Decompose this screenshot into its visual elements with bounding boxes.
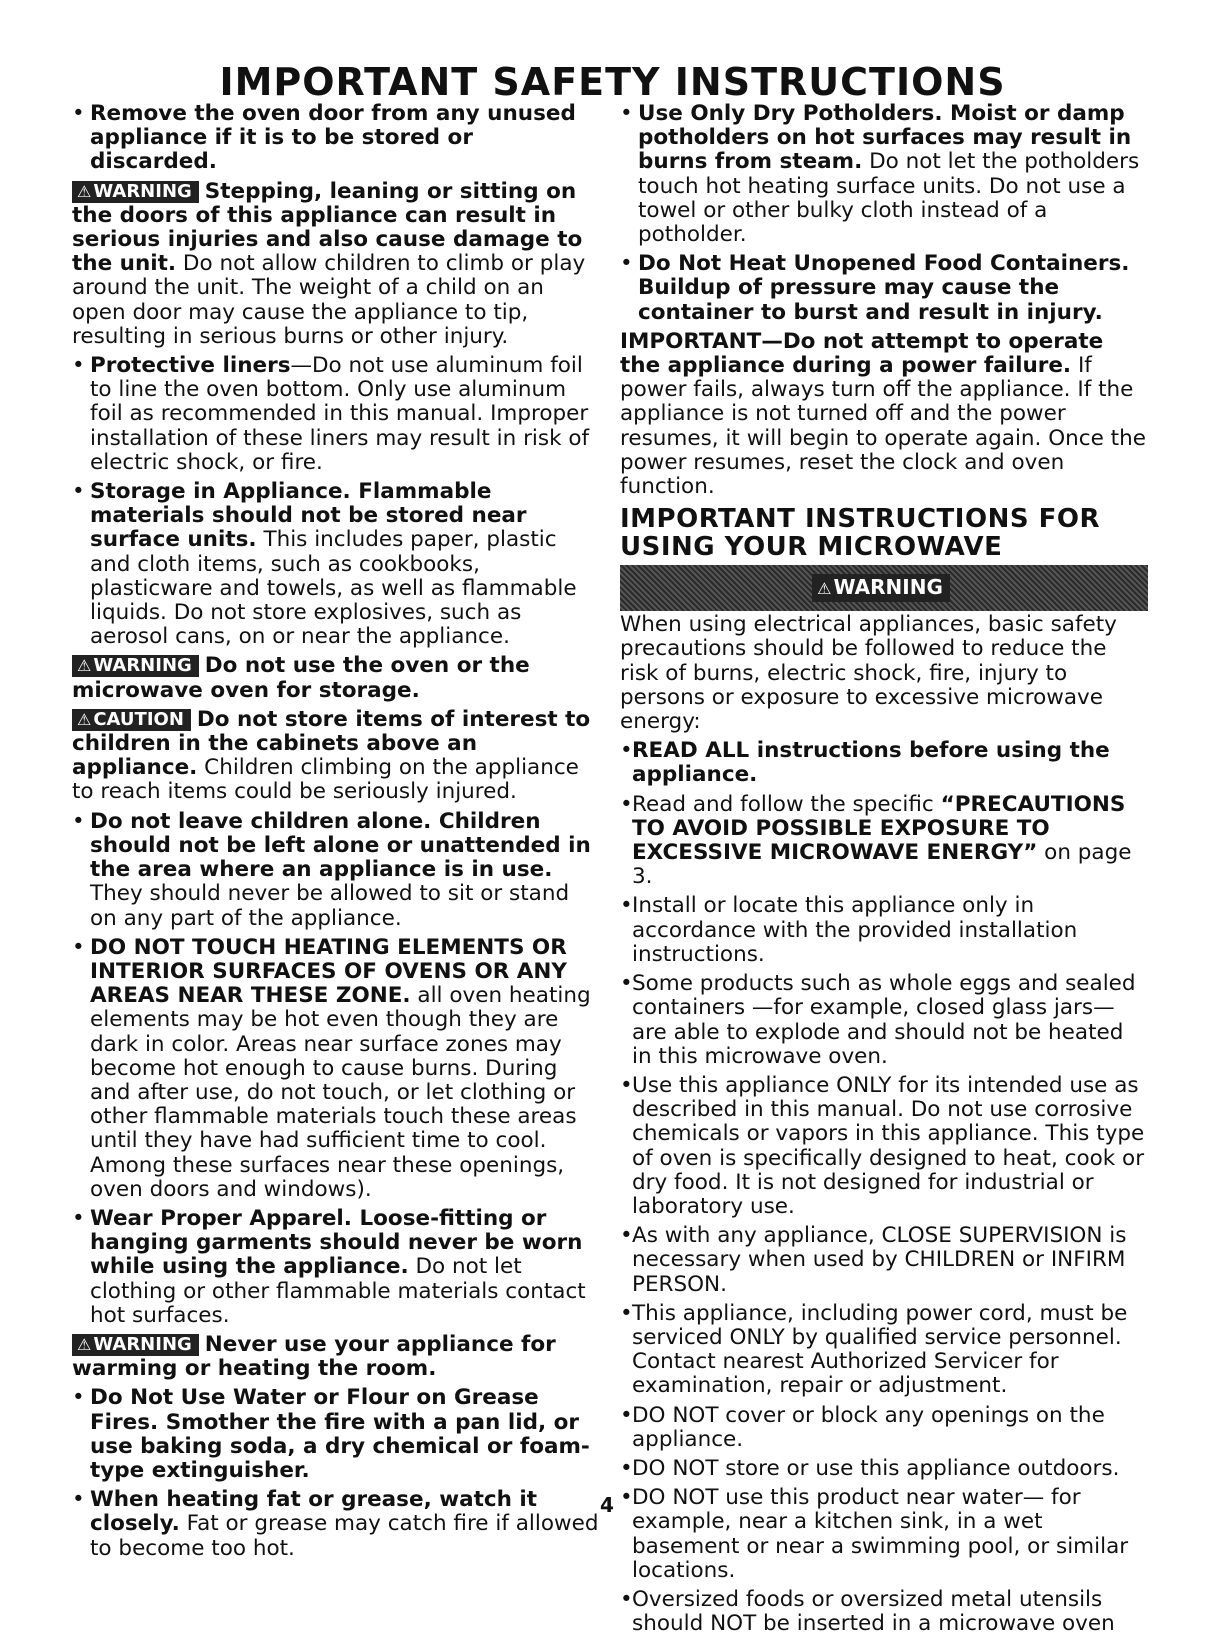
list-item [72,810,600,931]
item-text: Children climbing on the appliance to reach items could be seriously injured. [72,755,579,805]
item-text: Do not let clothing or other flammable materials contact hot surfaces. [90,1254,586,1328]
list-item [620,252,1148,325]
item-bold: Do not use the oven or the microwave oven for storage. [72,653,530,703]
warning-badge: ⚠ WARNING [72,1334,199,1356]
item-bold: Do Not Heat Unopened Food Containers. Buildup of pressure may cause the container to burst and result in injury. [638,251,1130,325]
item-text: all oven heating elements may be hot even though they are dark in color. Areas near surface zones may become hot enough to cause burns. During and after use, do not touch, or let clothing or other flammable materials touch these areas until they have had sufficient time to cool. Among these surfaces near these openings, oven doors and windows). [90,983,591,1202]
caution-badge: ⚠ CAUTION [72,709,191,731]
item-bold: Do not leave children alone. Children should not be left alone or unattended in the area where an appliance is in use. [90,808,591,883]
list-item: • DO NOT store or use this appliance outdoors. [620,1457,1148,1481]
warning-banner [620,565,1148,611]
item-bold: Protective liners [90,353,291,379]
left-column [72,102,600,1566]
item-bold: Never use your appliance for warming or heating the room. [72,1331,556,1382]
intro-paragraph: When using electrical appliances, basic safety precautions should be followed to reduce the risk of burns, electric shock, fire, injury to persons or exposure to excessive microwave energy: [620,612,1117,735]
list-item [72,102,600,175]
item-text: They should never be allowed to sit or stand on any part of the appliance. [90,881,570,931]
item-bold: IMPORTANT—Do not attempt to operate the appliance during a power failure. [620,328,1104,379]
item-bold: Storage in Appliance. Flammable materials should not be stored near surface units. [90,479,527,553]
warning-badge: ⚠ WARNING [72,181,199,203]
item-bold: Stepping, leaning or sitting on the doors of this appliance can result in serious injuries and also cause damage to the unit. [72,178,583,277]
list-item: • Use this appliance ONLY for its intended use as described in this manual. Do not use corrosive chemicals or vapors in this appliance. This type of oven is specifically designed to heat, cook or dry food. It is not designed for industrial or laboratory use. [620,1074,1148,1219]
item-bold: READ ALL instructions before using the appliance. [632,738,1110,788]
item-text: This includes paper, plastic and cloth items, such as cookbooks, plasticware and towels, as well as flammable liquids. Do not store explosives, such as aerosol cans, on or near the appliance. [90,527,577,650]
warning-paragraph [72,1333,600,1381]
item-text: Do not allow children to climb or play around the unit. The weight of a child on an open door may cause the appliance to tip, resulting in serious burns or other injury. [72,251,586,349]
warning-paragraph [72,654,600,702]
warning-icon: ⚠ [77,181,92,201]
list-item [620,739,1148,787]
caution-icon: ⚠ [77,709,92,729]
list-item [620,793,1148,890]
list-item [72,354,600,475]
warning-badge: ⚠ WARNING [72,655,199,677]
item-bold: When heating fat or grease, watch it closely. [90,1487,538,1537]
list-item: • This appliance, including power cord, must be serviced ONLY by qualified service personnel. Contact nearest Authorized Servicer for examination, repair or adjustment. [620,1302,1148,1399]
list-item [72,936,600,1202]
warning-paragraph [72,180,600,349]
caution-paragraph [72,708,600,805]
page-number: 4 [600,1493,614,1517]
item-bold: DO NOT TOUCH HEATING ELEMENTS OR INTERIOR SURFACES OF OVENS OR ANY AREAS NEAR THESE ZONE. [90,934,567,1009]
list-item [72,480,600,649]
list-item: • As with any appliance, CLOSE SUPERVISION is necessary when used by CHILDREN or INFIRM PERSON. [620,1224,1148,1297]
list-item [72,1488,600,1561]
item-bold: Use Only Dry Potholders. Moist or damp potholders on hot surfaces may result in burns from steam. [638,101,1132,175]
power-failure-paragraph [620,330,1148,499]
page-title: IMPORTANT SAFETY INSTRUCTIONS [219,60,1006,104]
list-item: • Oversized foods or oversized metal utensils should NOT be inserted in a microwave oven [620,1588,1148,1636]
warning-icon: ⚠ [817,579,832,599]
item-text: If power fails, always turn off the appliance. If the appliance is not turned off and the power resumes, it will begin to operate again. Once the power resumes, reset the clock and oven function. [620,353,1146,500]
list-item [72,1386,600,1483]
item-text: Read and follow the specific [632,791,941,817]
item-text: Do not let the potholders touch hot heating surface units. Do not use a towel or other bulky cloth instead of a potholder. [638,149,1140,248]
warning-icon: ⚠ [77,1334,92,1354]
item-bold: Do not store items of interest to children in the cabinets above an appliance. [72,706,591,781]
item-bold: “PRECAUTIONS TO AVOID POSSIBLE EXPOSURE TO EXCESSIVE MICROWAVE ENERGY” [632,791,1126,866]
list-item: • Some products such as whole eggs and sealed containers —for example, closed glass jars— are able to explode and should not be heated in this microwave oven. [620,972,1148,1069]
right-column [620,102,1148,1641]
item-bold: Remove the oven door from any unused appliance if it is to be stored or discarded. [90,101,576,175]
list-item: • DO NOT use this product near water— for example, near a kitchen sink, in a wet basement or near a swimming pool, or similar locations. [620,1486,1148,1583]
section-heading: IMPORTANT INSTRUCTIONS FOR USING YOUR MICROWAVE [620,504,1100,563]
list-item [72,1207,600,1328]
list-item: • Install or locate this appliance only in accordance with the provided installation instructions. [620,894,1148,967]
item-bold: Wear Proper Apparel. Loose-fitting or hanging garments should never be worn while using the appliance. [90,1205,583,1280]
warning-badge: ⚠ WARNING [812,574,950,602]
list-item [620,102,1148,247]
item-text: on page 3. [632,840,1132,890]
item-text: Fat or grease may catch fire if allowed to become too hot. [90,1511,599,1561]
list-item: • DO NOT cover or block any openings on the appliance. [620,1404,1148,1452]
item-text: —Do not use aluminum foil to line the oven bottom. Only use aluminum foil as recommended in this manual. Improper installation of these liners may result in risk of electric shock, or fire. [90,353,590,475]
warning-icon: ⚠ [77,656,92,676]
item-bold: Do Not Use Water or Flour on Grease Fires. Smother the fire with a pan lid, or use baking soda, a dry chemical or foam-type extinguisher. [90,1385,590,1483]
